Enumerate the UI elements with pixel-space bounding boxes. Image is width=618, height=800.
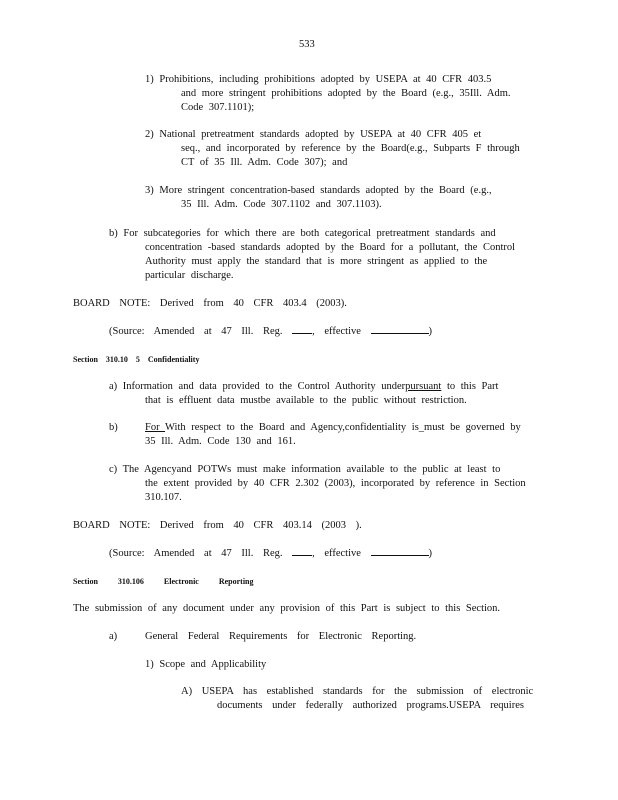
section-heading-confidentiality: Section 310.10 5 Confidentiality [73,355,200,364]
conf-a-post: to this Part [446,381,499,392]
item-A-line-2: documents under federally authorized programs.USEPA requires [217,700,524,711]
source-note-2 [109,546,432,560]
conf-b-line-1 [145,421,521,434]
conf-c-line-2: the extent provided by 40 CFR 2.302 (2003), incorporated by reference in Section [145,478,526,489]
section-106-intro: The submission of any document under any provision of this Part is subject to this Section. [73,603,501,614]
conf-a-line-1 [109,380,498,393]
conf-a-inserted: pursuant [405,381,442,392]
subsection-b-line-1: b) For subcategories for which there are both categorical pretreatment standards and [109,228,496,239]
source-2-blank-date [371,546,429,556]
source-note-mid: , effective [312,326,361,337]
source-blank-date [371,324,429,334]
conf-b-label: b) [109,422,118,433]
list-item-3-line-1: 3) More stringent concentration-based standards adopted by the Board (e.g., [145,185,492,196]
board-note: BOARD NOTE: Derived from 40 CFR 403.4 (2003). [73,298,347,309]
board-note-2: BOARD NOTE: Derived from 40 CFR 403.14 (2003 ). [73,520,362,531]
list-item-1-line-3: Code 307.1101); [181,102,255,113]
subsection-a-label: a) [109,631,118,642]
conf-a-line-2: that is effluent data mustbe available to the public without restriction. [145,395,467,406]
subsection-b-line-2: concentration -based standards adopted by the Board for a pollutant, the Control [145,242,516,253]
source-blank-reg [292,324,312,334]
conf-a-pre: a) Information and data provided to the Control Authority under [109,381,406,392]
subsection-a-title: General Federal Requirements for Electronic Reporting. [145,631,417,642]
source-note-2-mid: , effective [312,548,361,559]
subsection-b-line-4: particular discharge. [145,270,234,281]
source-note-prefix: (Source: Amended at 47 Ill. Reg. [109,326,283,337]
list-item-1-line-1: 1) Prohibitions, including prohibitions adopted by USEPA at 40 CFR 403.5 [145,74,492,85]
section-heading-electronic-reporting: Section 310.106 Electronic Reporting [73,577,254,586]
conf-b-struck: For [145,422,166,433]
list-item-3-line-2: 35 Ill. Adm. Code 307.1102 and 307.1103). [181,199,382,210]
source-2-blank-reg [292,546,312,556]
conf-b-line-2: 35 Ill. Adm. Code 130 and 161. [145,436,296,447]
source-note [109,324,432,338]
source-note-2-prefix: (Source: Amended at 47 Ill. Reg. [109,548,283,559]
source-note-2-suffix: ) [428,548,433,559]
page-number: 533 [299,39,315,50]
subsection-b-line-3: Authority must apply the standard that is more stringent as applied to the [145,256,488,267]
list-item-1-line-2: and more stringent prohibitions adopted by the Board (e.g., 35Ill. Adm. [181,88,511,99]
source-note-suffix: ) [428,326,433,337]
item-A-line-1: A) USEPA has established standards for the submission of electronic [181,686,534,697]
list-item-2-line-1: 2) National pretreatment standards adopted by USEPA at 40 CFR 405 et [145,129,482,140]
conf-c-line-3: 310.107. [145,492,182,503]
conf-c-line-1: c) The Agencyand POTWs must make information available to the public at least to [109,464,501,475]
item-1-scope: 1) Scope and Applicability [145,659,267,670]
list-item-2-line-3: CT of 35 Ill. Adm. Code 307); and [181,157,348,168]
conf-b-rest: With respect to the Board and Agency,confidentiality is_must be governed by [165,422,521,433]
list-item-2-line-2: seq., and incorporated by reference by the Board(e.g., Subparts F through [181,143,520,154]
